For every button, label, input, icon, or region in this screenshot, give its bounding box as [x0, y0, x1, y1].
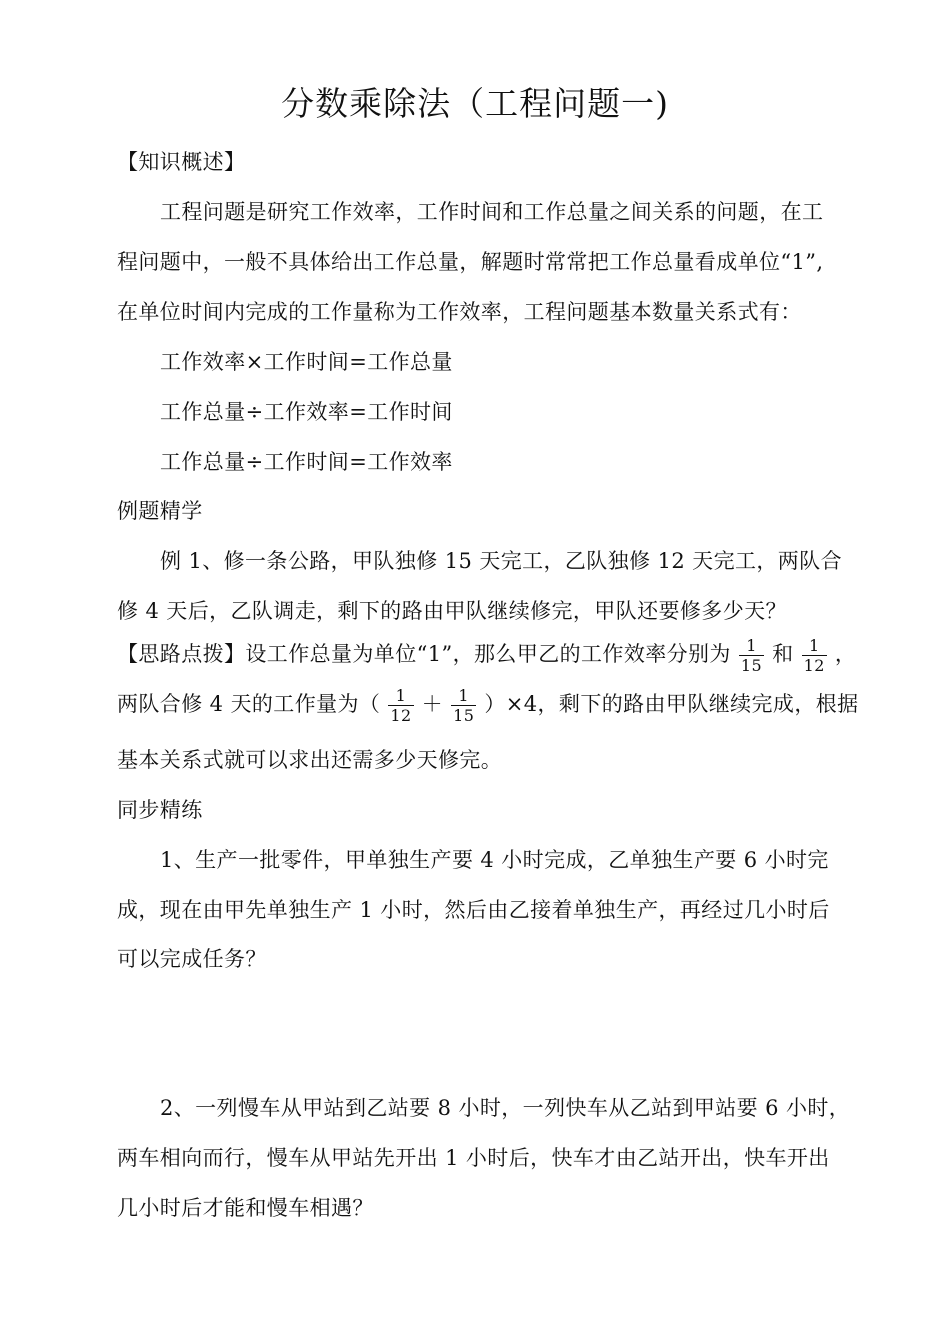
formula-line: 工作总量÷工作效率=工作时间: [160, 400, 453, 424]
question-2-line: 几小时后才能和慢车相遇？: [117, 1196, 374, 1220]
practice-heading: 同步精练: [117, 798, 203, 822]
fraction-1-12: $\frac{1}{12}$: [390, 686, 412, 725]
overview-paragraph-line: 程问题中，一般不具体给出工作总量，解题时常常把工作总量看成单位“1”,: [117, 250, 824, 274]
examples-heading: 例题精学: [117, 499, 203, 523]
question-1-line: 成，现在由甲先单独生产 1 小时，然后由乙接着单独生产，再经过几小时后: [117, 898, 830, 922]
question-2-line: 2、一列慢车从甲站到乙站要 8 小时，一列快车从乙站到甲站要 6 小时，: [160, 1096, 851, 1120]
fraction-1-15: $\frac{1}{15}$: [740, 636, 763, 675]
hint-line-1: [117, 636, 857, 675]
hint-text: ）×4，剩下的路由甲队继续完成，根据: [484, 692, 859, 716]
page-title: 分数乘除法（工程问题一): [281, 84, 669, 123]
hint-text: 两队合修 4 天的工作量为（: [117, 692, 381, 716]
fraction-1-15: $\frac{1}{15}$: [453, 686, 475, 725]
example-1-line: 修 4 天后，乙队调走，剩下的路由甲队继续修完，甲队还要修多少天？: [117, 599, 787, 623]
overview-heading: 【知识概述】: [117, 150, 246, 174]
formula-line: 工作效率×工作时间=工作总量: [160, 350, 453, 374]
hint-text: ＋: [421, 692, 444, 716]
hint-text: 和: [772, 642, 794, 666]
hint-line-3: 基本关系式就可以求出还需多少天修完。: [117, 748, 503, 772]
fraction-1-12: $\frac{1}{12}$: [803, 636, 825, 675]
hint-text: 【思路点拨】设工作总量为单位“1”，那么甲乙的工作效率分别为: [117, 642, 731, 666]
question-2-line: 两车相向而行，慢车从甲站先开出 1 小时后，快车才由乙站开出，快车开出: [117, 1146, 830, 1170]
example-1-line: 例 1、修一条公路，甲队独修 15 天完工，乙队独修 12 天完工，两队合: [160, 549, 842, 573]
overview-paragraph-line: 在单位时间内完成的工作量称为工作效率，工程问题基本数量关系式有：: [117, 300, 802, 324]
question-1-line: 可以完成任务？: [117, 947, 267, 971]
overview-paragraph-line: 工程问题是研究工作效率，工作时间和工作总量之间关系的问题，在工: [160, 200, 824, 224]
question-1-line: 1、生产一批零件，甲单独生产要 4 小时完成，乙单独生产要 6 小时完: [160, 848, 829, 872]
hint-text: ，: [834, 642, 857, 666]
hint-line-2: [117, 686, 859, 725]
formula-line: 工作总量÷工作时间=工作效率: [160, 450, 453, 474]
